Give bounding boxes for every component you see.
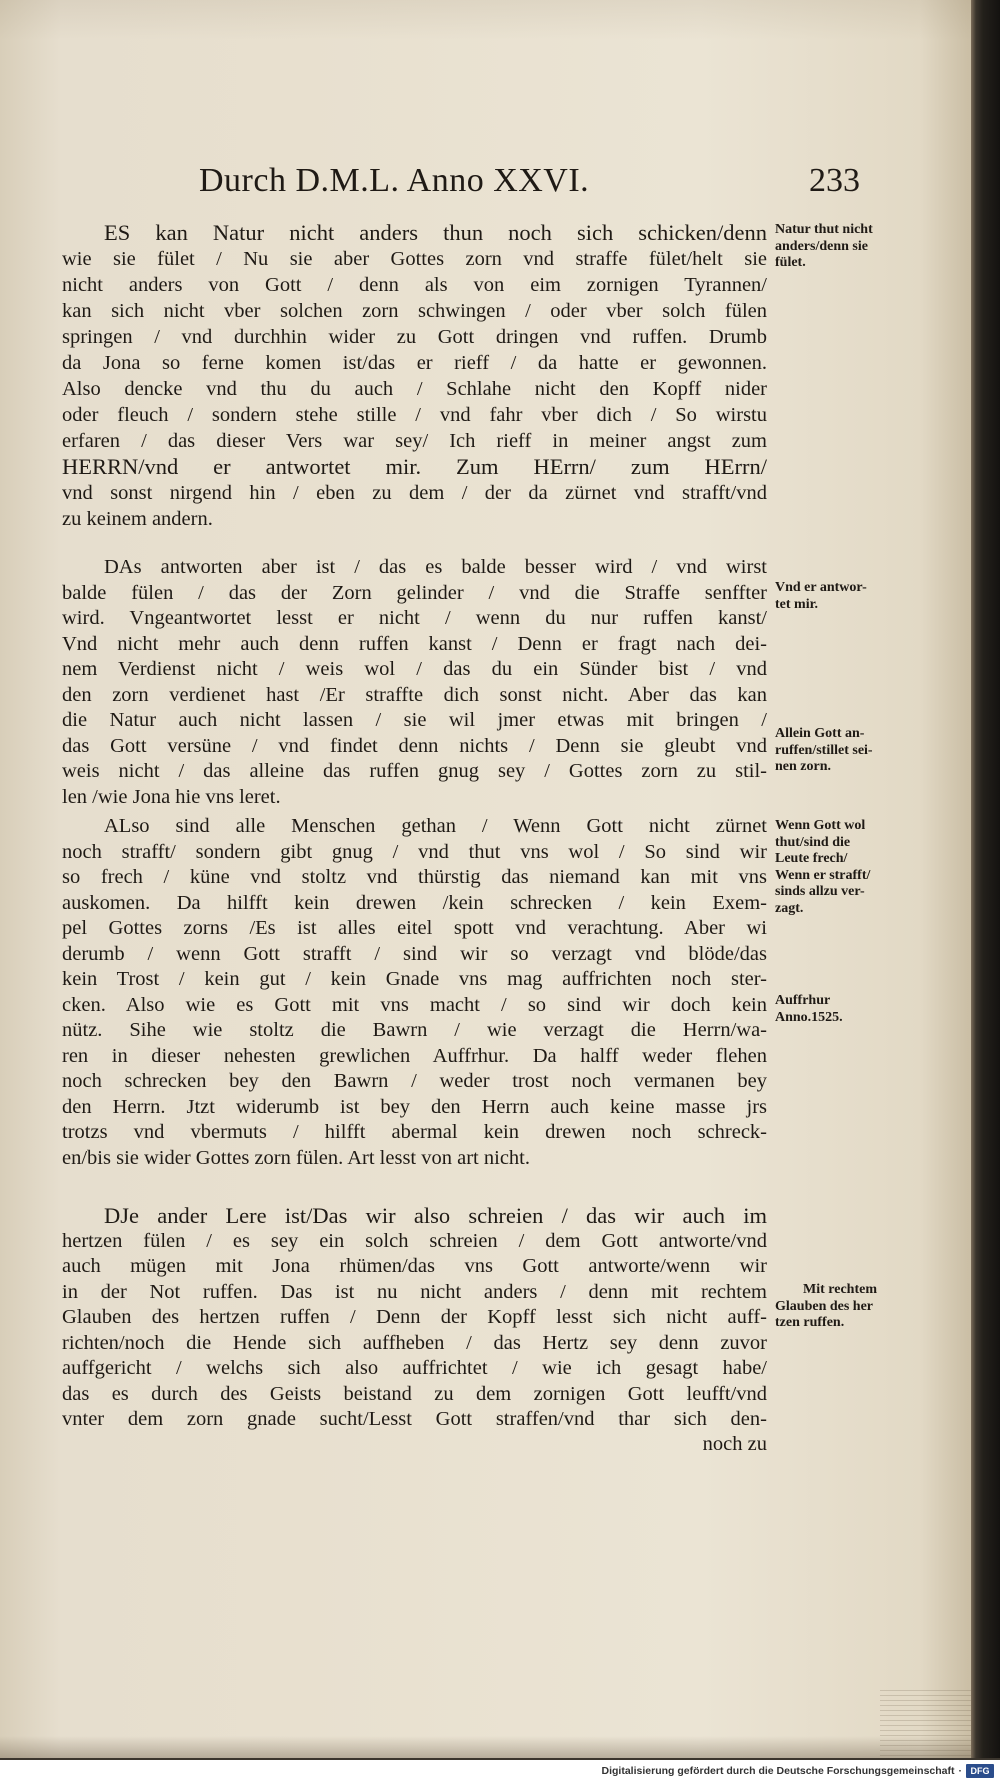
marginal-note-line: Vnd er antwor- — [775, 580, 867, 595]
text-line: DJe ander Lere ist/Das wir also schreien / das wir auch im — [104, 1203, 767, 1228]
dfg-logo: DFG — [966, 1764, 994, 1778]
text-line: trotzs vnd vbermuts / hilfft abermal kein drewen noch schreck- — [62, 1121, 767, 1143]
text-line: zu keinem andern. — [62, 508, 213, 530]
text-line: in der Not ruffen. Das ist nu nicht anders / denn mit rechtem — [62, 1280, 767, 1303]
text-line: hertzen fülen / es sey ein solch schreien / dem Gott antworte/vnd — [62, 1229, 767, 1252]
marginal-note — [775, 993, 920, 1026]
text-line: noch schrecken bey den Bawrn / weder trost noch vermanen bey — [62, 1070, 767, 1092]
text-line: das Gott versüne / vnd findet denn nichts / Denn sie gleubt vnd — [62, 734, 767, 757]
catchword: noch zu — [702, 1433, 767, 1455]
text-line: weis nicht / das alleine das ruffen gnug sey / Gottes zorn zu stil- — [62, 760, 767, 782]
text-line: ren in dieser nehesten grewlichen Auffrhur. Da halff weder flehen — [62, 1044, 767, 1067]
text-line: richten/noch die Hende sich auffheben / das Hertz sey denn zuvor — [62, 1331, 767, 1354]
marginal-note-line: Auffrhur — [775, 993, 831, 1008]
page-number: 233 — [809, 162, 860, 199]
marginal-note-line: Natur thut nicht — [775, 222, 873, 237]
text-line: cken. Also wie es Gott mit vns macht / so sind wir doch kein — [62, 993, 767, 1016]
marginal-note-line: nen zorn. — [775, 759, 831, 774]
marginal-note-line: zagt. — [775, 900, 804, 916]
text-line: den zorn verdienet hast /Er straffte dich sonst nicht. Aber das kan — [62, 683, 767, 706]
text-line: das es durch des Geists beistand zu dem zornigen Gott leufft/vnd — [62, 1382, 767, 1405]
marginal-note — [775, 222, 920, 272]
text-line: kein Trost / kein gut / kein Gnade vns mag auffrichten noch ster- — [62, 968, 767, 990]
paragraph-1 — [62, 220, 767, 532]
marginal-note — [775, 580, 920, 613]
marginal-note-line: fület. — [775, 255, 806, 270]
book-edge — [971, 0, 1000, 1758]
marginal-note-line: Anno.1525. — [775, 1009, 843, 1025]
marginal-note-line: Wenn Gott wol — [775, 818, 866, 833]
text-line: derumb / wenn Gott strafft / sind wir so verzagt vnd blöde/das — [62, 942, 767, 965]
footer-credit-text: Digitalisierung gefördert durch die Deutsche Forschungsgemeinschaft — [601, 1765, 955, 1777]
marginal-note — [775, 726, 920, 776]
marginal-note-line: Allein Gott an- — [775, 726, 865, 741]
text-line: vnd sonst nirgend hin / eben zu dem / der da zürnet vnd strafft/vnd — [62, 482, 767, 504]
text-line: springen / vnd durchhin wider zu Gott dringen vnd ruffen. Drumb — [62, 326, 767, 348]
text-line: Vnd nicht mehr auch denn ruffen kanst / Denn er fragt nach dei- — [62, 632, 767, 655]
footer-credit — [602, 1764, 962, 1778]
marginal-note-line: thut/sind die — [775, 834, 851, 850]
marginal-note-line: Leute frech/ — [775, 851, 848, 866]
footer-bar — [0, 1758, 1000, 1781]
marginal-note — [775, 818, 920, 917]
text-line: balde fülen / das der Zorn gelinder / vnd die Straffe senffter — [62, 581, 767, 604]
text-line: auskomen. Da hilfft kein drewen /kein schrecken / kein Exem- — [62, 891, 767, 914]
text-line: wie sie fület / Nu sie aber Gottes zorn vnd straffe fület/helt sie — [62, 248, 767, 270]
marginal-note-line: ruffen/stillet sei- — [775, 742, 873, 758]
text-line: auffgericht / welchs sich also auffrichtet / wie ich gesagt habe/ — [62, 1357, 767, 1379]
text-line: da Jona so ferne komen ist/das er rieff / da hatte er gewonnen. — [62, 352, 767, 374]
text-line: DAs antworten aber ist / das es balde besser wird / vnd wirst — [104, 556, 767, 578]
text-line: auch mügen mit Jona rhümen/das vns Gott antworte/wenn wir — [62, 1255, 767, 1277]
text-line: ALso sind alle Menschen gethan / Wenn Gott nicht zürnet — [104, 815, 767, 837]
running-head: Durch D.M.L. Anno XXVI. — [199, 162, 590, 199]
text-line: noch strafft/ sondern gibt gnug / vnd thut vns wol / So sind wir — [62, 840, 767, 863]
marginal-note-line: Wenn er strafft/ — [775, 867, 871, 883]
text-line: ES kan Natur nicht anders thun noch sich schicken/denn — [104, 220, 767, 245]
footer-separator: · — [958, 1765, 962, 1777]
page-edges — [880, 1690, 971, 1758]
text-line: die Natur auch nicht lassen / sie wil jmer etwas mit bringen / — [62, 709, 767, 731]
marginal-note-line: sinds allzu ver- — [775, 884, 865, 899]
text-line: nicht anders von Gott / denn als von eim zornigen Tyrannen/ — [62, 274, 767, 296]
text-line: den Herrn. Jtzt widerumb ist bey den Herrn auch keine masse jrs — [62, 1095, 767, 1118]
text-line: nütz. Sihe wie stoltz die Bawrn / wie verzagt die Herrn/wa- — [62, 1019, 767, 1041]
text-line: pel Gottes zorns /Es ist alles eitel spott vnd verachtung. Aber wi — [62, 917, 767, 939]
text-line: en/bis sie wider Gottes zorn fülen. Art lesst von art nicht. — [62, 1146, 530, 1169]
text-line: Also dencke vnd thu du auch / Schlahe nicht den Kopff nider — [62, 378, 767, 400]
text-line: nem Verdienst nicht / weis wol / das du ein Sünder bist / vnd — [62, 658, 767, 680]
marginal-note-line: Glauben des her — [775, 1298, 874, 1314]
text-line: Glauben des hertzen ruffen / Denn der Kopff lesst sich nicht auff- — [62, 1306, 767, 1328]
text-line: so frech / küne vnd stoltz vnd thürstig das niemand kan mit vns — [62, 866, 767, 888]
marginal-note — [775, 1282, 920, 1332]
text-line: vnter dem zorn gnade sucht/Lesst Gott straffen/vnd thar sich den- — [62, 1408, 767, 1430]
paragraph-3 — [62, 814, 767, 1171]
paragraph-4 — [62, 1203, 767, 1433]
paragraph-2 — [62, 555, 767, 810]
marginal-note-line: Mit rechtem — [803, 1282, 877, 1297]
marginal-note-line: tzen ruffen. — [775, 1315, 845, 1330]
text-line: erfaren / das dieser Vers war sey/ Ich rieff in meiner angst zum — [62, 430, 767, 452]
text-line: HERRN/vnd er antwortet mir. Zum HErrn/ zum HErrn/ — [62, 454, 767, 479]
text-line: wird. Vngeantwortet lesst er nicht / wenn du nur ruffen kanst/ — [62, 607, 767, 629]
text-line: oder fleuch / sondern stehe stille / vnd fahr vber dich / So wirstu — [62, 404, 767, 426]
marginal-note-line: tet mir. — [775, 596, 819, 612]
text-line: len /wie Jona hie vns leret. — [62, 785, 281, 808]
marginal-note-line: anders/denn sie — [775, 238, 868, 254]
text-line: kan sich nicht vber solchen zorn schwingen / oder vber solch fülen — [62, 300, 767, 322]
